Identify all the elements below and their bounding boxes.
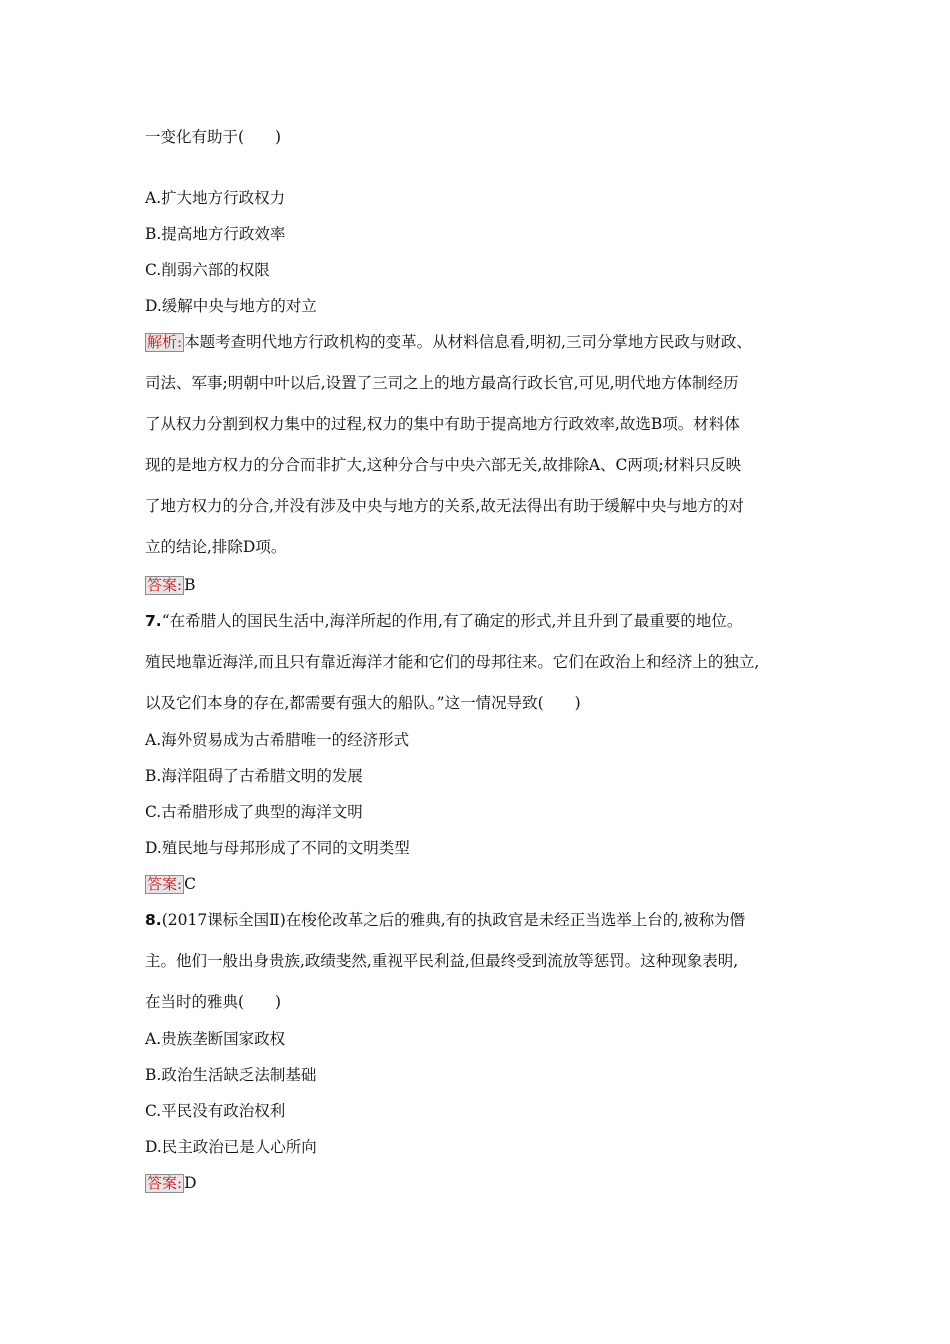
q6-option-b: B.提高地方行政效率 xyxy=(145,225,286,243)
q8-stem-text: (2017课标全国Ⅱ)在梭伦改革之后的雅典,有的执政官是未经正当选举上台的,被称为僭 xyxy=(161,911,746,929)
q6-stem: 一变化有助于( ) xyxy=(145,128,282,146)
q8-stem-line: 主。他们一般出身贵族,政绩斐然,重视平民利益,但最终受到流放等惩罚。这种现象表明, xyxy=(145,952,739,970)
q8-stem-line xyxy=(145,910,840,930)
q7-stem-text: “在希腊人的国民生活中,海洋所起的作用,有了确定的形式,并且升到了最重要的地位。 xyxy=(161,612,743,630)
q6-analysis-line: 了从权力分割到权力集中的过程,权力的集中有助于提高地方行政效率,故选B项。材料体 xyxy=(145,415,740,433)
q7-option-b: B.海洋阻碍了古希腊文明的发展 xyxy=(145,767,363,785)
q6-analysis-line: 了地方权力的分合,并没有涉及中央与地方的关系,故无法得出有助于缓解中央与地方的对 xyxy=(145,497,744,515)
answer-value: B xyxy=(184,576,196,594)
q8-option-b: B.政治生活缺乏法制基础 xyxy=(145,1066,317,1084)
question-number: 7. xyxy=(145,612,162,630)
q8-stem-line: 在当时的雅典( ) xyxy=(145,993,282,1011)
q8-option-c: C.平民没有政治权利 xyxy=(145,1102,286,1120)
question-number: 8. xyxy=(145,911,162,929)
answer-label: 答案: xyxy=(147,576,183,594)
q7-stem-line xyxy=(145,611,840,631)
q7-stem-line: 殖民地靠近海洋,而且只有靠近海洋才能和它们的母邦往来。它们在政治上和经济上的独立, xyxy=(145,653,760,671)
answer-label: 答案: xyxy=(147,875,183,893)
q6-analysis-line: 立的结论,排除D项。 xyxy=(145,538,287,556)
q8-option-a: A.贵族垄断国家政权 xyxy=(145,1030,286,1048)
q7-stem-line: 以及它们本身的存在,都需要有强大的船队。”这一情况导致( ) xyxy=(145,694,581,712)
q6-analysis-line: 司法、军事;明朝中叶以后,设置了三司之上的地方最高行政长官,可见,明代地方体制经历 xyxy=(145,374,739,392)
answer-value: D xyxy=(184,1174,197,1192)
q6-option-d: D.缓解中央与地方的对立 xyxy=(145,297,317,315)
answer-value: C xyxy=(184,875,196,893)
analysis-text: 本题考查明代地方行政机构的变革。从材料信息看,明初,三司分掌地方民政与财政、 xyxy=(184,333,752,351)
q6-analysis-line: 现的是地方权力的分合而非扩大,这种分合与中央六部无关,故排除A、C两项;材料只反映 xyxy=(145,456,742,474)
q7-option-a: A.海外贸易成为古希腊唯一的经济形式 xyxy=(145,731,410,749)
answer-label: 答案: xyxy=(147,1174,183,1192)
q7-answer xyxy=(145,874,840,894)
q8-option-d: D.民主政治已是人心所向 xyxy=(145,1138,317,1156)
q7-option-d: D.殖民地与母邦形成了不同的文明类型 xyxy=(145,839,410,857)
q6-answer xyxy=(145,575,840,595)
q6-analysis-line xyxy=(145,332,840,352)
q7-option-c: C.古希腊形成了典型的海洋文明 xyxy=(145,803,363,821)
q8-answer xyxy=(145,1173,840,1193)
q6-option-c: C.削弱六部的权限 xyxy=(145,261,270,279)
analysis-label: 解析: xyxy=(147,333,183,351)
q6-option-a: A.扩大地方行政权力 xyxy=(145,189,286,207)
